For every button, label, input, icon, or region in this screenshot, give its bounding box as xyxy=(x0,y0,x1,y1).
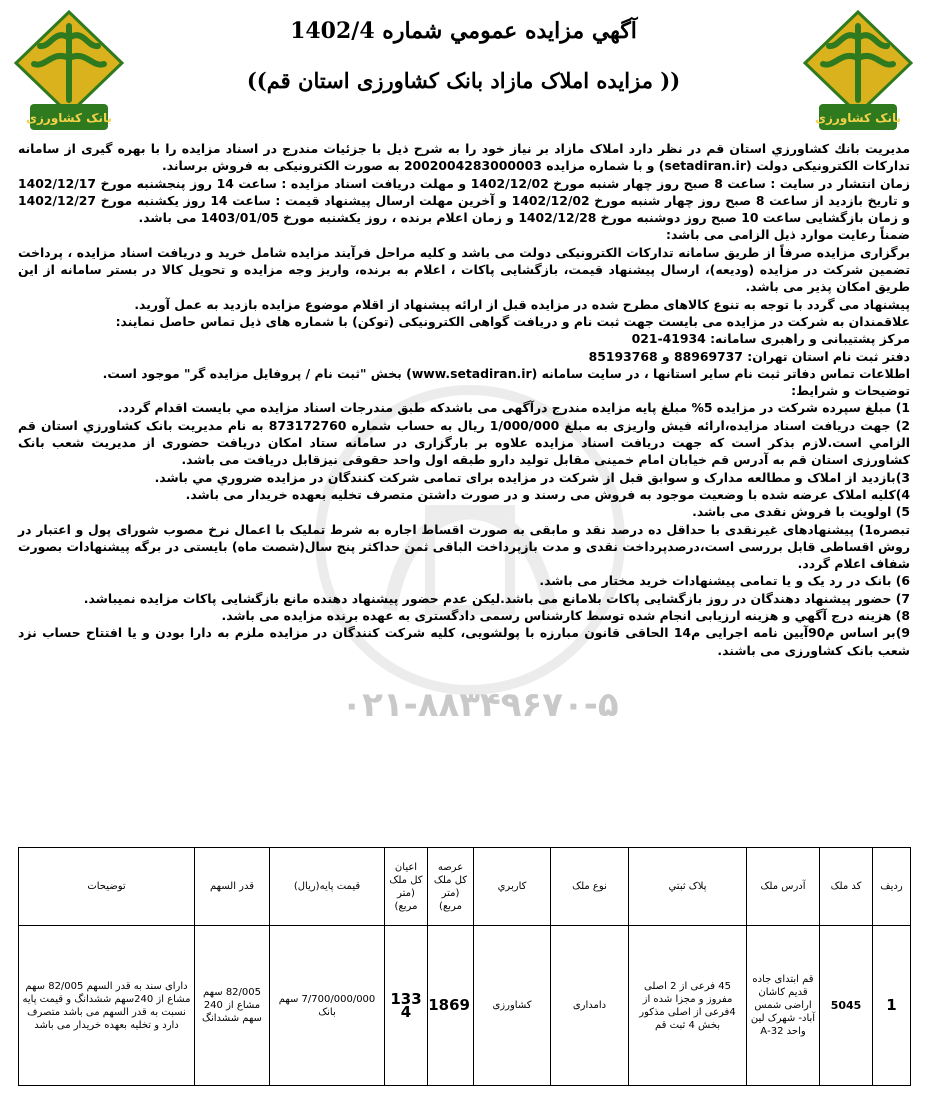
registration-paragraph: علاقمندان به شرکت در مزایده می بایست جهت ثبت نام و دریافت گواهی الکترونیکی (توکن) با شماره های ذیل تماس حاصل نمایند: xyxy=(115,313,910,329)
header-property-code: کد ملک xyxy=(820,848,873,926)
header-property-type: نوع ملک xyxy=(551,848,629,926)
support-center-line: مرکز پشتیبانی و راهبری سامانه: 41934-021 xyxy=(631,331,910,347)
cell-row-no: 1 xyxy=(873,926,911,1086)
condition-8: 8) هزینه درج آگهي و هزینه ارزیابی انجام شده توسط کارشناس رسمی دادگستری به عهده برنده مزایده می باشد. xyxy=(221,608,910,624)
cell-address: قم ابتدای جاده قدیم کاشان اراضی شمس آباد- شهرک لین واحد 32-A xyxy=(747,926,820,1086)
other-provinces-line: اطلاعات تماس دفاتر ثبت نام سایر استانها ، در سایت سامانه (www.setadiran.ir) بخش "ثبت نام / پروفایل مزایده گر" موجود است. xyxy=(102,365,910,381)
cell-share: 82/005 سهم مشاع از 240 سهم ششدانگ xyxy=(195,926,270,1086)
conditions-heading: توضیحات و شرایط: xyxy=(791,383,910,399)
condition-6: 6) بانک در رد یک و یا تمامی پیشنهادات خرید مختار می باشد. xyxy=(539,573,910,589)
header-land-area: عرصه کل ملک (متر مربع) xyxy=(428,848,474,926)
header-description: توضیحات xyxy=(19,848,195,926)
cell-building-area: 1334 xyxy=(385,926,428,1086)
table-header-row xyxy=(19,848,911,926)
condition-7: 7) حضور پیشنهاد دهندگان در روز بازگشایی پاکات بلامانع می باشد.لیکن عدم حضور پیشنهاد دهنده مانع بازگشایی پاکات مزایده نمیباشد. xyxy=(83,590,910,606)
cell-plaque: 45 فرعی از 2 اصلی مفروز و مجزا شده از 4فرعی از اصلی مذکور بخش 4 ثبت قم xyxy=(629,926,747,1086)
visit-paragraph: پیشنهاد می گردد با توجه به تنوع کالاهای مطرح شده در مزایده قبل از ارائه پیشنهاد از اقلام موضوع مزایده بازدید به عمل آورید. xyxy=(134,296,910,312)
cell-property-type: دامداری xyxy=(551,926,629,1086)
header-usage: کاربري xyxy=(474,848,551,926)
notice-subtitle: (( مزایده املاک مازاد بانک کشاورزی استان قم)) xyxy=(246,68,681,93)
bank-keshavarzi-logo-left xyxy=(10,8,128,138)
cell-base-price: 7/700/000/000 سهم بانک xyxy=(270,926,385,1086)
cell-land-area: 1869 xyxy=(428,926,474,1086)
header-row-no: ردیف xyxy=(873,848,911,926)
schedule-paragraph: زمان انتشار در سایت : ساعت 8 صبح روز چهار شنبه مورخ 1402/12/02 و مهلت دریافت اسناد مزایده : ساعت 14 روز پنجشنبه مورخ 1402/12/17 و تاریخ بازدید از ساعت 8 صبح روز چهار شنبه مورخ 1402/12/02 و آخرین مهلت ارسال پیشنهاد قیمت : ساعت 14 روز یکشنبه مورخ 1402/12/27 و زمان بازگشایی ساعت 10 صبح روز دوشنبه مورخ 1402/12/28 و زمان اعلام برنده ، روز یکشنبه مورخ 1403/01/05 می باشد. xyxy=(18,175,911,226)
condition-1: 1) مبلغ سپرده شرکت در مزایده 5% مبلغ پایه مزایده مندرج درآگهی می باشدکه طبق مندرجات اسناد مزایده مي بايست اقدام گردد. xyxy=(117,400,910,416)
header-base-price: قیمت پایه(ریال) xyxy=(270,848,385,926)
notice-body xyxy=(18,140,910,659)
condition-5: 5) اولویت با فروش نقدی می باشد. xyxy=(692,504,910,520)
cell-usage: کشاورزی xyxy=(474,926,551,1086)
condition-4: 4)کلیه املاک عرضه شده با وضعیت موجود به فروش می رسند و در صورت داشتن متصرف تخلیه بعهده خریدار می باشد. xyxy=(185,486,910,502)
cell-property-code: 5045 xyxy=(820,926,873,1086)
notice-title: آگهي مزايده عمومي شماره 1402/4 xyxy=(290,18,637,44)
header-address: آدرس ملک xyxy=(747,848,820,926)
intro-paragraph: مديريت بانك كشاورزي استان قم در نظر دارد املاک مازاد بر نیاز خود را به شرح ذیل با جزئیات مندرج در اسناد مزایده را با بهره گیری از سامانه تدارکات الکترونیکی دولت (setadiran.ir) و با شماره مزایده 2002004283000003 به صورت الکترونیکی به فروش برساند. xyxy=(18,141,910,174)
requirements-heading: ضمناً رعایت موارد ذیل الزامی می باشد: xyxy=(665,227,910,243)
bank-keshavarzi-logo-right xyxy=(799,8,917,138)
watermark-phone: ۰۲۱-۸۸۳۴۹۶۷۰-۵ xyxy=(341,685,619,725)
table-row xyxy=(19,926,911,1086)
condition-2: 2) جهت دریافت اسناد مزایده،ارائه فیش واریزی به مبلغ 1/000/000 ریال به حساب شماره 873172760 به نام مدیریت بانک کشاورزي استان قم الزامي است.لازم بذکر است که جهت دریافت اسناد مزایده علاوه بر بارگزاری در سامانه ستاد امکان دریافت حضوری از مدیریت شعب بانک کشاورزی استان قم به آدرس قم خیابان امام خمینی مقابل تولید دارو طبقه اول واحد حقوقی نیزقابل دریافت می باشد. xyxy=(18,417,910,468)
note-1: تبصره1) پیشنهادهای غیرنقدی با حداقل ده درصد نقد و مابقی به صورت اقساط اجاره به شرط تملیک با اعمال نرخ مصوب شورای پول و اعتبار در روش اقساطی قابل بررسی است،درصدپرداخت نقدی و مدت بازپرداخت الباقی ثمن حداکثر پنج سال(شصت ماه) بایستی در برگه پیشنهادات بصورت شفاف اعلام گردد. xyxy=(18,521,910,572)
process-paragraph: برگزاری مزایده صرفاً از طریق سامانه تدارکات الکترونیکی دولت می باشد و کلیه مراحل فرآیند مزایده شامل خرید و دریافت اسناد مزایده ، پرداخت تضمین شرکت در مزایده (ودیعه)، ارسال پیشنهاد قیمت، بازگشایی پاکات ، اعلام به برنده، واریز وجه مزایده و تحویل کالا در بستر سامانه از این طریق امکان پذیر می باشد. xyxy=(18,244,910,295)
cell-description: دارای سند به قدر السهم 82/005 سهم مشاع از 240سهم ششدانگ و قیمت پایه نسبت به قدر السهم می باشد متصرف دارد و تخلیه بعهده خریدار می باشد xyxy=(19,926,195,1086)
header-share: قدر السهم xyxy=(195,848,270,926)
property-table xyxy=(18,847,911,1086)
tehran-office-line: دفتر ثبت نام استان تهران: 88969737 و 85193768 xyxy=(588,348,910,364)
header-building-area: اعیان کل ملک (متر مربع) xyxy=(385,848,428,926)
svg-text:بانک کشاورزی: بانک کشاورزی xyxy=(26,111,112,125)
condition-3: 3)بازدید از املاک و مطالعه مدارک و سوابق قبل از شرکت در مزایده برای تمامی شرکت کنندگان در مزایده ضروري مي باشد. xyxy=(154,469,910,485)
condition-9: 9)بر اساس م90آیین نامه اجرایی م14 الحاقی قانون مبارزه با پولشویی، کلیه شرکت کنندگان در مزایده ملزم به دارا بودن و یا افتتاح حساب نزد شعب بانک کشاورزی می باشند. xyxy=(18,625,910,658)
svg-text:بانک کشاورزی: بانک کشاورزی xyxy=(815,111,901,125)
header-plaque: پلاک ثبتي xyxy=(629,848,747,926)
